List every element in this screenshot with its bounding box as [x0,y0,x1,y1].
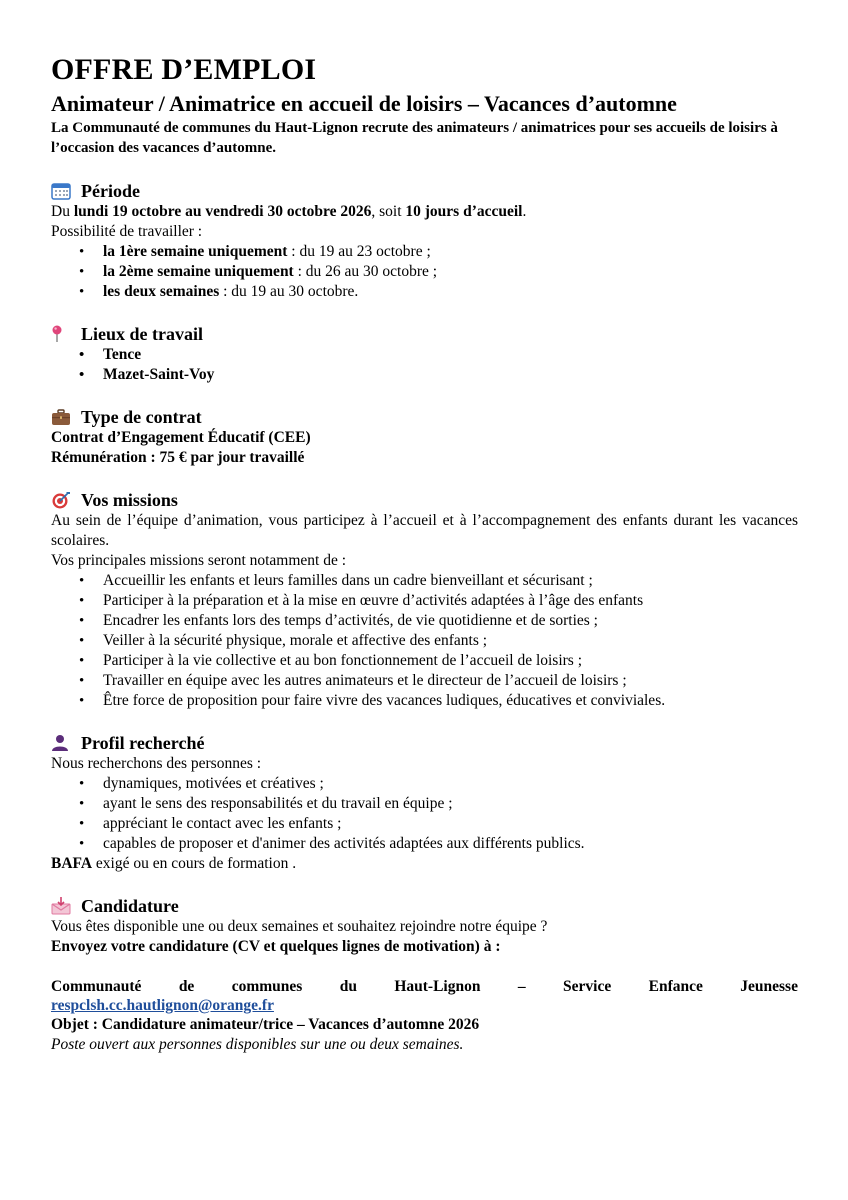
candidature-objet: Objet : Candidature animateur/trice – Vacances d’automne 2026 [51,1016,480,1033]
text-fragment: BAFA [51,855,93,872]
section-title-lieux [51,323,798,345]
list-item: • capables de proposer et d'animer des activités adaptées aux différents publics. [103,834,798,854]
section-title-text: Type de contrat [81,407,202,427]
briefcase-icon [51,408,71,426]
address-word: du [339,978,357,995]
section-title-missions [51,489,798,511]
section-title-text: Lieux de travail [81,324,203,344]
profil-lead: Nous recherchons des personnes : [51,755,262,772]
section-candidature [51,895,798,1055]
candidature-question: Vous êtes disponible une ou deux semaines et souhaitez rejoindre notre équipe ? [51,918,548,935]
address-word: communes [231,978,303,995]
section-title-text: Candidature [81,896,179,916]
address-word: de [178,978,195,995]
section-contrat [51,406,798,468]
page-subtitle: Animateur / Animatrice en accueil de loisirs – Vacances d’automne [51,91,677,116]
candidature-send: Envoyez votre candidature (CV et quelques lignes de motivation) à : [51,938,501,955]
list-item [103,262,798,282]
section-profil [51,732,798,874]
pin-icon [51,325,71,343]
section-periode [51,180,798,302]
text-fragment: 10 jours d’accueil [405,203,523,220]
section-title-candidature [51,895,798,917]
person-icon [51,734,71,752]
list-item [103,282,798,302]
address-word: Jeunesse [740,978,798,995]
text-fragment: lundi 19 octobre au vendredi 30 octobre 2026 [73,203,372,220]
text-fragment: la 1ère semaine uniquement [103,243,288,260]
text-fragment: : du 26 au 30 octobre ; [293,263,438,280]
list-item: • Encadrer les enfants lors des temps d’activités, de vie quotidienne et de sorties ; [103,611,798,631]
section-title-profil [51,732,798,754]
periode-list [51,242,798,302]
envelope-icon [51,897,71,915]
profil-list [51,774,798,854]
calendar-icon [51,182,71,200]
missions-list [51,571,798,711]
list-item: • dynamiques, motivées et créatives ; [103,774,798,794]
text-fragment: : du 19 au 30 octobre. [219,283,359,300]
periode-possibility: Possibilité de travailler : [51,223,203,240]
address-word: Communauté [51,978,142,995]
list-item: • Être force de proposition pour faire vivre des vacances ludiques, éducatives et conviviales. [103,691,798,711]
text-fragment: , soit [371,203,406,220]
list-item: • Mazet-Saint-Voy [103,365,798,385]
list-item: • Travailler en équipe avec les autres animateurs et le directeur de l’accueil de loisirs ; [103,671,798,691]
missions-intro: Au sein de l’équipe d’animation, vous participez à l’accueil et à l’accompagnement des enfants durant les vacances scolaires. [51,512,798,549]
section-missions [51,489,798,711]
text-fragment: . [522,203,527,220]
candidature-address [51,977,798,997]
lieux-list [51,345,798,385]
periode-dates [51,202,798,222]
list-item [103,242,798,262]
list-item: • Accueillir les enfants et leurs familles dans un cadre bienveillant et sécurisant ; [103,571,798,591]
section-title-text: Profil recherché [81,733,205,753]
list-item: • appréciant le contact avec les enfants ; [103,814,798,834]
missions-lead: Vos principales missions seront notamment de : [51,552,347,569]
contrat-remuneration: Rémunération : 75 € par jour travaillé [51,449,305,466]
list-item: • ayant le sens des responsabilités et du travail en équipe ; [103,794,798,814]
list-item: • Veiller à la sécurité physique, morale et affective des enfants ; [103,631,798,651]
contrat-type: Contrat d’Engagement Éducatif (CEE) [51,429,311,446]
list-item: • Participer à la préparation et à la mise en œuvre d’activités adaptées à l’âge des enfants [103,591,798,611]
text-fragment: la 2ème semaine uniquement [103,263,294,280]
address-word: Enfance [648,978,703,995]
section-title-text: Période [81,181,140,201]
text-fragment: les deux semaines [103,283,220,300]
target-icon [51,491,71,509]
list-item: • Participer à la vie collective et au bon fonctionnement de l’accueil de loisirs ; [103,651,798,671]
email-link[interactable]: respclsh.cc.hautlignon@orange.fr [51,997,274,1014]
page-title: OFFRE D’EMPLOI [51,53,317,86]
list-item: • Tence [103,345,798,365]
profil-bafa [51,854,798,874]
text-fragment: exigé ou en cours de formation . [92,855,297,872]
address-word: Haut-Lignon [394,978,481,995]
text-fragment: Du [51,203,74,220]
section-title-periode [51,180,798,202]
section-lieux [51,323,798,385]
text-fragment: : du 19 au 23 octobre ; [287,243,431,260]
section-title-contrat [51,406,798,428]
intro-text: La Communauté de communes du Haut-Lignon recrute des animateurs / animatrices pour ses accueils de loisirs à l’occasion des vacances d’automne. [51,120,778,156]
section-title-text: Vos missions [81,490,178,510]
address-word: – [517,978,526,995]
candidature-note: Poste ouvert aux personnes disponibles sur une ou deux semaines. [51,1036,464,1053]
address-word: Service [563,978,612,995]
